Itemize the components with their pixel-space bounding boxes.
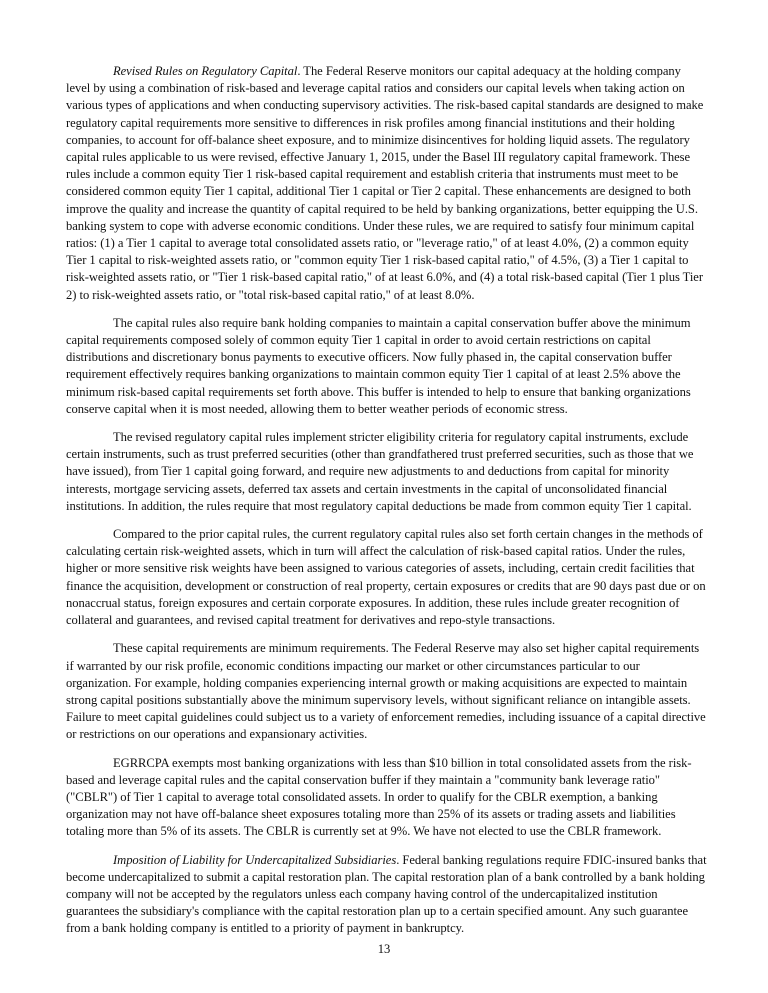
paragraph-text: Compared to the prior capital rules, the current regulatory capital rules also set forth certain changes in the methods of calculating certain risk-weighted assets, which in turn will affect the calculation of risk-based capital ratios. Under the rules, higher or more sensitive risk weights have been assigned to various categories of assets, including, certain credit facilities that finance the acquisition, development or construction of real property, certain exposures or credits that are 90 days past due or on nonaccrual status, foreign exposures and certain corporate exposures. In addition, these rules include greater recognition of collateral and guarantees, and revised capital treatment for derivatives and repo-style transactions. [66,527,706,628]
paragraph-heading: Imposition of Liability for Undercapitalized Subsidiaries [113,852,397,867]
paragraph-capital-conservation-buffer [66,315,708,418]
paragraph-text: The capital rules also require bank holding companies to maintain a capital conservation buffer above the minimum capital requirements composed solely of common equity Tier 1 capital in order to avoid certain restrictions on capital distributions and discretionary bonus payments to executive officers. Now fully phased in, the capital conservation buffer requirement effectively requires banking organizations to maintain common equity Tier 1 capital of at least 2.5% above the minimum risk-based capital requirements set forth above. This buffer is intended to help to ensure that banking organizations conserve capital when it is most needed, allowing them to better weather periods of economic stress. [66,315,691,416]
paragraph-text: . Federal banking regulations require FDIC-insured banks that become undercapitalized to submit a capital restoration plan. The capital restoration plan of a bank controlled by a bank holding company will not be accepted by the regulators unless each company having control of the undercapitalized institution guarantees the subsidiary's compliance with the capital restoration plan up to a certain specified amount. Any such guarantee from a bank holding company is entitled to a priority of payment in bankruptcy. [66,852,707,936]
paragraph-text: . The Federal Reserve monitors our capital adequacy at the holding company level by using a combination of risk-based and leverage capital ratios and considers our capital levels when taking action on various types of applications and when conducting supervisory activities. The risk-based capital standards are designed to make regulatory capital requirements more sensitive to differences in risk profiles among financial institutions and their holding companies, to account for off-balance sheet exposure, and to minimize disincentives for holding liquid assets. The regulatory capital rules applicable to us were revised, effective January 1, 2015, under the Basel III regulatory capital framework. These rules include a common equity Tier 1 risk-based capital requirement and establish criteria that instruments must meet to be considered common equity Tier 1 capital, additional Tier 1 capital or Tier 2 capital. These enhancements are designed to both improve the quality and increase the quantity of capital required to be held by banking organizations, better equipping the U.S. banking system to cope with adverse economic conditions. Under these rules, we are required to satisfy four minimum capital ratios: (1) a Tier 1 capital to average total consolidated assets ratio, or "leverage ratio," of at least 4.0%, (2) a common equity Tier 1 capital to risk-weighted assets ratio, or "common equity Tier 1 risk-based capital ratio," of 4.5%, (3) a Tier 1 capital to risk-weighted assets ratio, or "Tier 1 risk-based capital ratio," of at least 6.0%, and (4) a total risk-based capital (Tier 1 plus Tier 2) to risk-weighted assets ratio, or "total risk-based capital ratio," of at least 8.0%. [66,64,704,302]
paragraph-text: The revised regulatory capital rules implement stricter eligibility criteria for regulatory capital instruments, exclude certain instruments, such as trust preferred securities (other than grandfathered trust preferred securities, such as those that we have issued), from Tier 1 capital going forward, and require new adjustments to and deductions from capital for minority interests, mortgage servicing assets, deferred tax assets and certain investments in the capital of unconsolidated financial institutions. In addition, the rules require that most regulatory capital deductions be made from common equity Tier 1 capital. [66,430,694,513]
paragraph-minimum-requirements [66,640,708,743]
paragraph-revised-rules-regulatory-capital [66,63,708,304]
document-page [66,63,708,949]
paragraph-heading: Revised Rules on Regulatory Capital [113,64,298,78]
page-number: 13 [377,942,391,956]
paragraph-egrrcpa-cblr [66,755,708,841]
paragraph-eligibility-criteria [66,429,708,515]
paragraph-text: These capital requirements are minimum requirements. The Federal Reserve may also set higher capital requirements if warranted by our risk profile, economic conditions impacting our market or other circumstances particular to our organization. For example, holding companies experiencing internal growth or making acquisitions are expected to maintain strong capital positions substantially above the minimum supervisory levels, without significant reliance on intangible assets. Failure to meet capital guidelines could subject us to a variety of enforcement remedies, including issuance of a capital directive or restrictions on our operations and expansionary activities. [66,641,706,742]
paragraph-liability-undercapitalized-subsidiaries [66,852,708,938]
paragraph-risk-weighted-assets [66,526,708,629]
paragraph-text: EGRRCPA exempts most banking organizations with less than $10 billion in total consolidated assets from the risk-based and leverage capital rules and the capital conservation buffer if they maintain a "community bank leverage ratio" ("CBLR") of Tier 1 capital to average total consolidated assets. In order to qualify for the CBLR exemption, a banking organization may not have off-balance sheet exposures totaling more than 25% of its assets or trading assets and liabilities totaling more than 5% of its assets. The CBLR is currently set at 9%. We have not elected to use the CBLR framework. [66,755,692,839]
